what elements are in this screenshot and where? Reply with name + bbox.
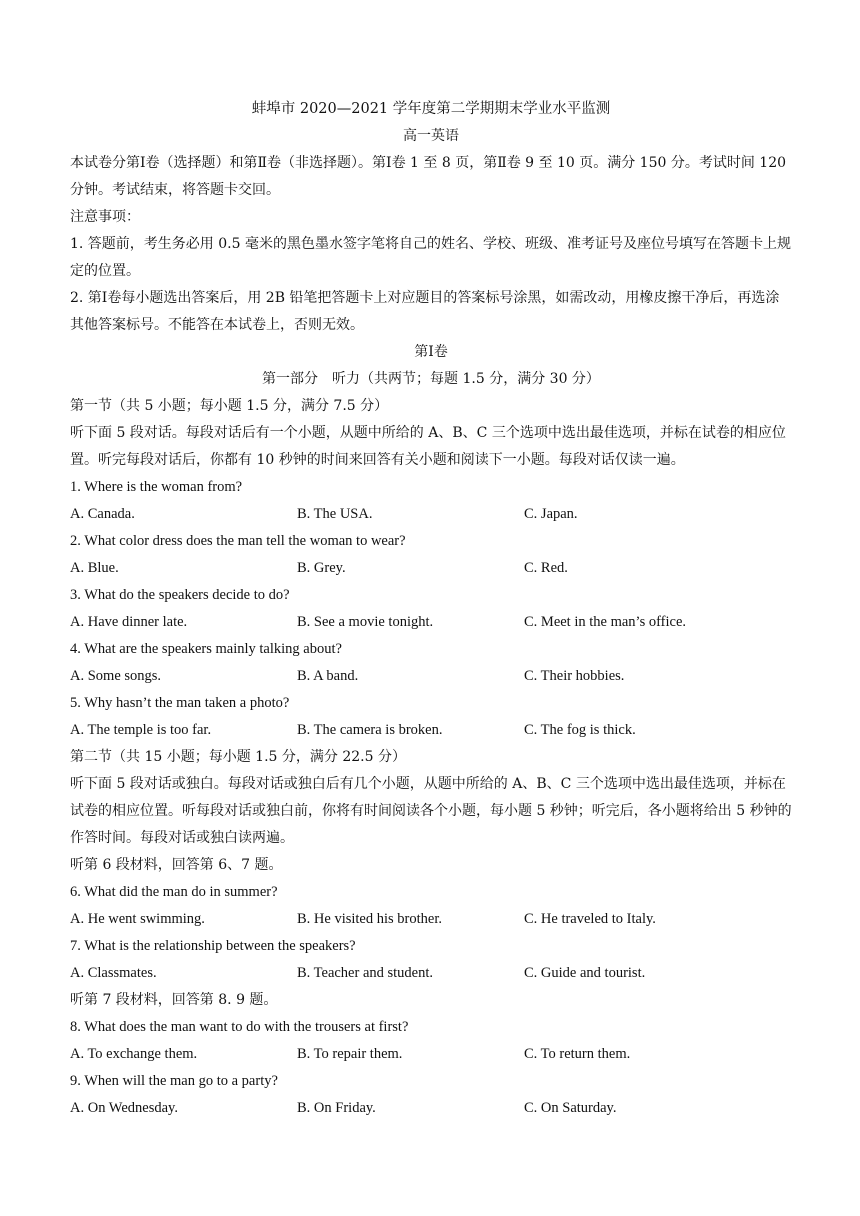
section2-heading: 第二节（共 15 小题；每小题 1.5 分，满分 22.5 分） xyxy=(70,749,406,765)
question-options xyxy=(70,717,792,744)
exam-title: 蚌埠市 2020—2021 学年度第二学期期末学业水平监测 xyxy=(251,101,611,117)
option-a: A. Some songs. xyxy=(70,668,162,684)
question-options xyxy=(70,1095,792,1122)
question-options xyxy=(70,663,792,690)
option-c: C. Their hobbies. xyxy=(524,668,625,684)
option-a: A. Have dinner late. xyxy=(70,614,188,630)
question-stem: 5. Why hasn’t the man taken a photo? xyxy=(70,695,290,711)
option-a: A. On Wednesday. xyxy=(70,1100,178,1116)
option-b: B. The USA. xyxy=(297,506,373,522)
option-b: B. To repair them. xyxy=(297,1046,403,1062)
volume-title: 第Ⅰ卷 xyxy=(414,344,448,360)
option-a: A. Canada. xyxy=(70,506,135,522)
question-stem: 8. What does the man want to do with the trousers at first? xyxy=(70,1019,409,1035)
option-a: A. Classmates. xyxy=(70,965,157,981)
option-b: B. On Friday. xyxy=(297,1100,376,1116)
question-options xyxy=(70,960,792,987)
option-c: C. On Saturday. xyxy=(524,1100,617,1116)
option-b: B. Teacher and student. xyxy=(297,965,434,981)
option-b: B. Grey. xyxy=(297,560,346,576)
question-options xyxy=(70,501,792,528)
question-options xyxy=(70,609,792,636)
notes-heading: 注意事项： xyxy=(70,209,140,225)
option-c: C. Red. xyxy=(524,560,568,576)
question-stem: 6. What did the man do in summer? xyxy=(70,884,278,900)
material-7-heading: 听第 7 段材料，回答第 8. 9 题。 xyxy=(70,992,278,1008)
question-options xyxy=(70,906,792,933)
option-c: C. He traveled to Italy. xyxy=(524,911,656,927)
option-a: A. The temple is too far. xyxy=(70,722,212,738)
option-c: C. The fog is thick. xyxy=(524,722,636,738)
section1-instructions: 听下面 5 段对话。每段对话后有一个小题，从题中所给的 A、B、C 三个选项中选出最佳选项，并标在试卷的相应位置。听完每段对话后，你都有 10 秒钟的时间来回答有关小题和阅读下一小题。每段对话仅读一遍。 xyxy=(70,425,786,468)
note-item-2: 2. 第Ⅰ卷每小题选出答案后，用 2B 铅笔把答题卡上对应题目的答案标号涂黑，如需改动，用橡皮擦干净后，再选涂其他答案标号。不能答在本试卷上，否则无效。 xyxy=(70,290,780,333)
option-b: B. See a movie tonight. xyxy=(297,614,434,630)
question-stem: 4. What are the speakers mainly talking about? xyxy=(70,641,342,657)
question-stem: 2. What color dress does the man tell the woman to wear? xyxy=(70,533,406,549)
exam-page xyxy=(70,96,792,1122)
question-options xyxy=(70,1041,792,1068)
option-b: B. A band. xyxy=(297,668,359,684)
exam-subject: 高一英语 xyxy=(403,128,459,144)
option-c: C. To return them. xyxy=(524,1046,631,1062)
option-a: A. He went swimming. xyxy=(70,911,205,927)
question-stem: 7. What is the relationship between the speakers? xyxy=(70,938,356,954)
section1-heading: 第一节（共 5 小题；每小题 1.5 分，满分 7.5 分） xyxy=(70,398,389,414)
option-c: C. Guide and tourist. xyxy=(524,965,646,981)
question-stem: 1. Where is the woman from? xyxy=(70,479,243,495)
option-b: B. He visited his brother. xyxy=(297,911,442,927)
option-a: A. Blue. xyxy=(70,560,119,576)
option-a: A. To exchange them. xyxy=(70,1046,198,1062)
option-c: C. Meet in the man’s office. xyxy=(524,614,687,630)
option-b: B. The camera is broken. xyxy=(297,722,443,738)
note-item-1: 1. 答题前，考生务必用 0.5 毫米的黑色墨水签字笔将自己的姓名、学校、班级、准考证号及座位号填写在答题卡上规定的位置。 xyxy=(70,236,791,279)
part-title: 第一部分 听力（共两节；每题 1.5 分，满分 30 分） xyxy=(262,371,600,387)
question-options xyxy=(70,555,792,582)
question-stem: 3. What do the speakers decide to do? xyxy=(70,587,290,603)
option-c: C. Japan. xyxy=(524,506,578,522)
question-stem: 9. When will the man go to a party? xyxy=(70,1073,278,1089)
section2-instructions: 听下面 5 段对话或独白。每段对话或独白后有几个小题，从题中所给的 A、B、C 三个选项中选出最佳选项，并标在试卷的相应位置。听每段对话或独白前，你将有时间阅读各个小题，每小题 5 秒钟；听完后，各小题将给出 5 秒钟的作答时间。每段对话或独白读两遍。 xyxy=(70,776,792,846)
material-6-heading: 听第 6 段材料，回答第 6、7 题。 xyxy=(70,857,283,873)
intro-paragraph: 本试卷分第Ⅰ卷（选择题）和第Ⅱ卷（非选择题）。第Ⅰ卷 1 至 8 页，第Ⅱ卷 9 至 10 页。满分 150 分。考试时间 120 分钟。考试结束，将答题卡交回。 xyxy=(70,155,787,198)
